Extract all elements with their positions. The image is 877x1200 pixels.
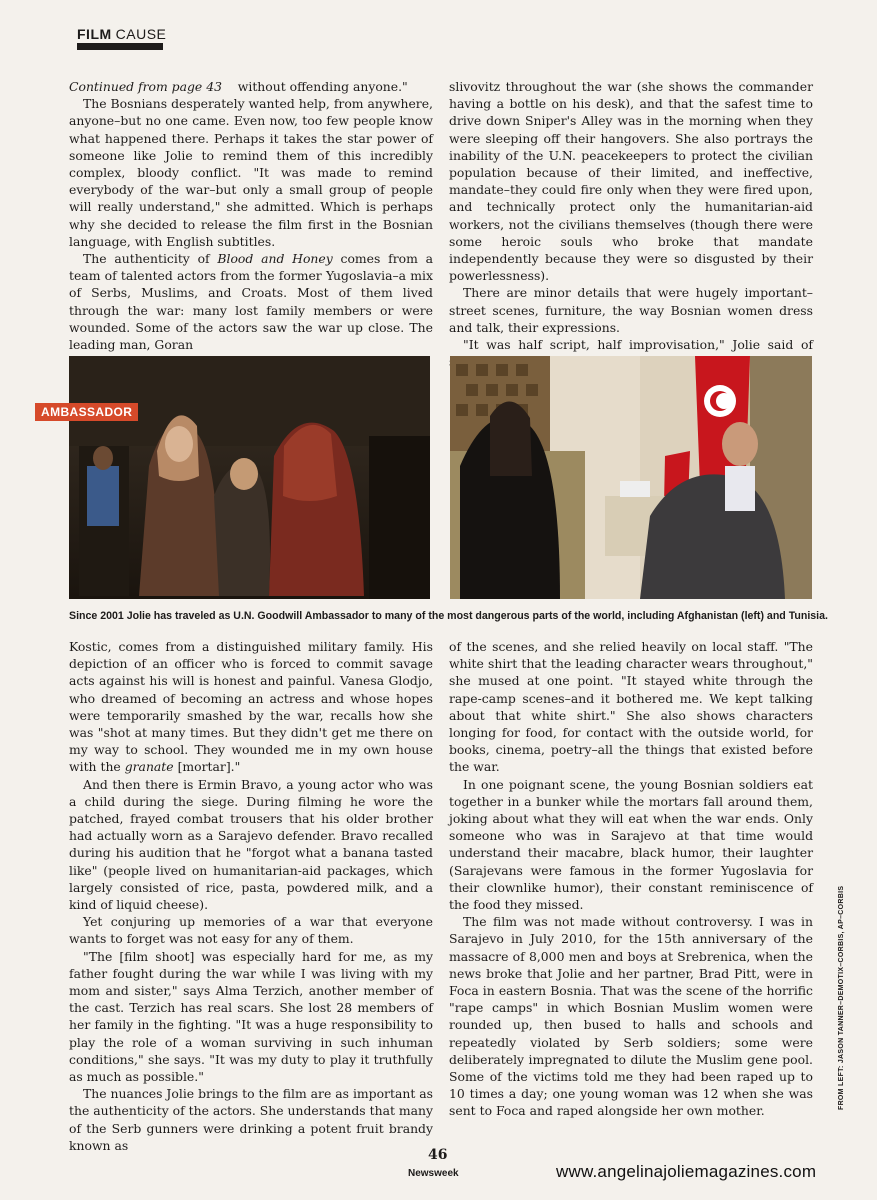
photo-afghanistan-illustration xyxy=(69,356,430,599)
ambassador-tag: AMBASSADOR xyxy=(35,403,138,421)
film-title: Blood and Honey xyxy=(217,251,333,267)
paragraph: "The [film shoot] was especially hard for me, as my father fought during the war while I was living with my mom and sister," says Alma Terzich, another member of the cast. Terzich has real scars. She lost 28 members of her family in the fighting. "It was a huge responsibility to play the role of a woman surviving in such inhuman conditions," she says. "It was my duty to play it truthfully as much as possible." xyxy=(69,948,433,1085)
column-bottom-left xyxy=(69,638,433,1154)
paragraph: In one poignant scene, the young Bosnian soldiers eat together in a bunker while the mortars fall around them, joking about what they will eat when the war ends. Only someone who was in Sarajevo at that time would understand their macabre, black humor, their laughter (Sarajevans were famous in the former Yugoslavia for their clownlike humor), their constant reminiscence of the food they missed. xyxy=(449,776,813,913)
paragraph: The film was not made without controversy. I was in Sarajevo in July 2010, for the 15th anniversary of the massacre of 8,000 men and boys at Srebrenica, when the news broke that Jolie and her partner, Brad Pitt, were in Foca in eastern Bosnia. That was the scene of the horrific "rape camps" in which Bosnian Muslim women were rounded up, then bused to halls and schools and repeatedly violated by Serb soldiers; some were deliberately impregnated to dilute the Muslim gene pool. Some of the victims told me they had been raped up to 10 times a day; one young woman was 12 when she was sent to Foca and raped alongside her own mother. xyxy=(449,914,813,1119)
photo-credit: FROM LEFT: JASON TANNER–DEMOTIX–CORBIS, AP–CORBIS xyxy=(838,885,845,1110)
column-top-right xyxy=(449,78,813,370)
paragraph: slivovitz throughout the war (she shows the commander having a bottle on his desk), and that the safest time to drive down Sniper's Alley was in the morning when they were sleeping off their hangovers. She also portrays the inability of the U.N. peacekeepers to protect the civilian population because of their limited, and ineffective, mandate–they could fire only when they were fired upon, and technically protect only the humanitarian-aid workers, not the civilians themselves (though there were some heroic souls who broke that mandate independently because they were so disgusted by their powerlessness). xyxy=(449,79,813,284)
paragraph: And then there is Ermin Bravo, a young actor who was a child during the siege. During filming he wore the patched, frayed combat trousers that his older brother had actually worn as a Sarajevo defender. Bravo recalled during his audition that he "forgot what a banana tasted like" (people lived on humanitarian-aid packages, which largely consisted of rice, pasta, powdered milk, and a kind of liquid cheese). xyxy=(69,776,433,913)
continued-note: Continued from page 43 xyxy=(69,79,222,94)
column-bottom-right xyxy=(449,638,813,1120)
section-label xyxy=(77,26,166,42)
section-header xyxy=(77,24,166,54)
paragraph: The nuances Jolie brings to the film are as important as the authenticity of the actors. She understands that many of the Serb gunners were drinking a potent fruit brandy known as xyxy=(69,1086,433,1153)
text-run: The authenticity of xyxy=(83,251,218,267)
text-run: comes from a team of talented actors from the former Yugoslavia–a mix of Serbs, Muslims, and Croats. Most of them lived through the war: many lost family members or were wounded. Some of the actors saw the war up close. The leading man, Goran xyxy=(69,251,434,353)
section-rule xyxy=(77,43,163,50)
section-label-rest: CAUSE xyxy=(115,26,167,42)
continued-text: without offending anyone." xyxy=(237,79,408,94)
photo-tunisia-illustration xyxy=(450,356,812,599)
magazine-name: Newsweek xyxy=(408,1168,459,1179)
paragraph xyxy=(69,638,433,776)
photo-caption: Since 2001 Jolie has traveled as U.N. Goodwill Ambassador to many of the most dangerous parts of the world, including Afghanistan (left) and Tunisia. xyxy=(69,610,828,622)
text-run: [mortar]." xyxy=(173,759,241,775)
column-top-left xyxy=(69,78,433,353)
paragraph: "It was half script, half improvisation," Jolie said of xyxy=(463,337,813,353)
italic-word: granate xyxy=(124,759,174,775)
watermark: www.angelinajoliemagazines.com xyxy=(556,1162,817,1181)
paragraph: The Bosnians desperately wanted help, from anywhere, anyone–but no one came. Even now, too few people know what happened there. Perhaps it takes the star power of someone like Jolie to remind them of this incredibly complex, bloody conflict. "It was made to remind everybody of the war–but only a small group of people will really understand," she admitted. Which is perhaps why she decided to release the film first in the Bosnian language, with English subtitles. xyxy=(69,96,433,249)
paragraph: of the scenes, and she relied heavily on local staff. "The white shirt that the leading character wears throughout," she mused at one point. "It stayed white through the rape-camp scenes–and it bothered me. We kept talking about that white shirt." She also shows characters longing for food, for contact with the outside world, for books, cinema, poetry–all the things that existed before the war. xyxy=(449,639,813,775)
section-label-bold: FILM xyxy=(77,26,112,42)
page-number: 46 xyxy=(428,1147,448,1163)
paragraph: Yet conjuring up memories of a war that everyone wants to forget was not easy for any of them. xyxy=(69,914,433,947)
text-run: Kostic, comes from a distinguished military family. His depiction of an officer who is forced to commit savage acts against his will is honest and painful. Vanesa Glodjo, who dreamed of becoming an actress and whose hopes were temporarily smashed by the war, recalls how she was "shot at many times. But they didn't get me there on my way to school. They wounded me in my own house with the xyxy=(69,639,433,775)
photo-tunisia xyxy=(450,356,812,599)
paragraph-continued xyxy=(69,78,433,95)
paragraph: There are minor details that were hugely important–street scenes, furniture, the way Bosnian women dress and talk, their expressions. xyxy=(449,285,813,335)
photo-afghanistan xyxy=(69,356,430,599)
paragraph xyxy=(69,250,433,353)
